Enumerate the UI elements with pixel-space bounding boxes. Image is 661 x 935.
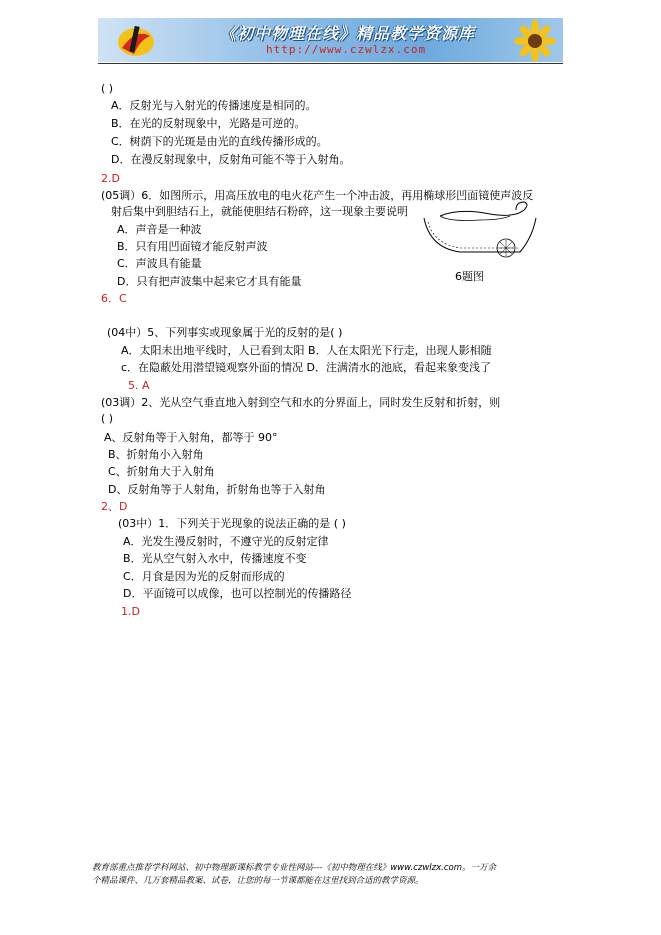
- lithotripsy-figure: [420, 198, 540, 260]
- option-b: B．在光的反射现象中，光路是可逆的。: [111, 117, 306, 130]
- option-c: C．声波具有能量: [117, 257, 202, 270]
- option-d: D、反射角等于人射角，折射角也等于入射角: [108, 483, 326, 496]
- option-d: D．在漫反射现象中，反射角可能不等于入射角。: [111, 153, 351, 166]
- option-d: D．平面镜可以成像，也可以控制光的传播路径: [123, 587, 352, 600]
- question-stem: (03调）2、光从空气垂直地入射到空气和水的分界面上，同时发生反射和折射，则: [101, 396, 501, 409]
- option-c: C、折射角大于入射角: [108, 465, 215, 478]
- question-bracket: ( ): [101, 412, 114, 425]
- answer: 2、D: [101, 500, 128, 513]
- question-stem: (04中）5、下列事实或现象属于光的反射的是( ): [107, 326, 343, 339]
- option-b: B．只有用凹面镜才能反射声波: [117, 240, 268, 253]
- option-row-ab: A．太阳未出地平线时，人已看到太阳 B．人在太阳光下行走，出现人影相随: [121, 344, 492, 357]
- question-stem: (05调）6．如图所示，用高压放电的电火花产生一个冲击波，再用椭球形凹面镜使声波反: [101, 189, 534, 202]
- banner-url-link[interactable]: http://www.czwlzx.com: [266, 43, 427, 56]
- sunflower-icon: [505, 20, 557, 62]
- option-d: D．只有把声波集中起来它才具有能量: [117, 275, 302, 288]
- option-a: A．反射光与入射光的传播速度是相同的。: [111, 99, 317, 112]
- option-b: B．光从空气射入水中，传播速度不变: [123, 552, 307, 565]
- site-banner: [98, 18, 563, 62]
- question-bracket: ( ): [101, 82, 114, 95]
- footer-line-1: 教育部重点推荐学科网站、初中物理新课标教学专业性网站---《初中物理在线》www.czwlzx.com。一万余: [92, 863, 497, 873]
- option-b: B、折射角小入射角: [108, 448, 204, 461]
- banner-divider: [98, 63, 563, 64]
- answer: 6．C: [101, 292, 127, 305]
- option-row-cd: c．在隐蔽处用潜望镜观察外面的情况 D．注满清水的池底，看起来象变浅了: [121, 361, 492, 374]
- figure-caption: 6题图: [455, 270, 484, 283]
- answer: 1.D: [121, 605, 140, 618]
- option-a: A．声音是一种波: [117, 223, 202, 236]
- option-a: A．光发生漫反射时，不遵守光的反射定律: [123, 535, 329, 548]
- option-a: A、反射角等于入射角，都等于 90°: [104, 431, 278, 444]
- answer: 5. A: [128, 379, 150, 392]
- option-c: C．树荫下的光斑是由光的直线传播形成的。: [111, 135, 328, 148]
- site-logo-icon: [116, 22, 156, 58]
- footer-line-2: 个精品课件、几万套精品教案、试卷，让您的每一节课都能在这里找到合适的教学资源。: [92, 876, 424, 886]
- question-stem: (03中）1．下列关于光现象的说法正确的是 ( ): [118, 517, 346, 530]
- banner-title: 《初中物理在线》精品教学资源库: [220, 24, 476, 43]
- question-stem-cont: 射后集中到胆结石上，就能使胆结石粉碎，这一现象主要说明: [111, 205, 408, 218]
- option-c: C．月食是因为光的反射而形成的: [123, 570, 285, 583]
- answer: 2.D: [101, 172, 120, 185]
